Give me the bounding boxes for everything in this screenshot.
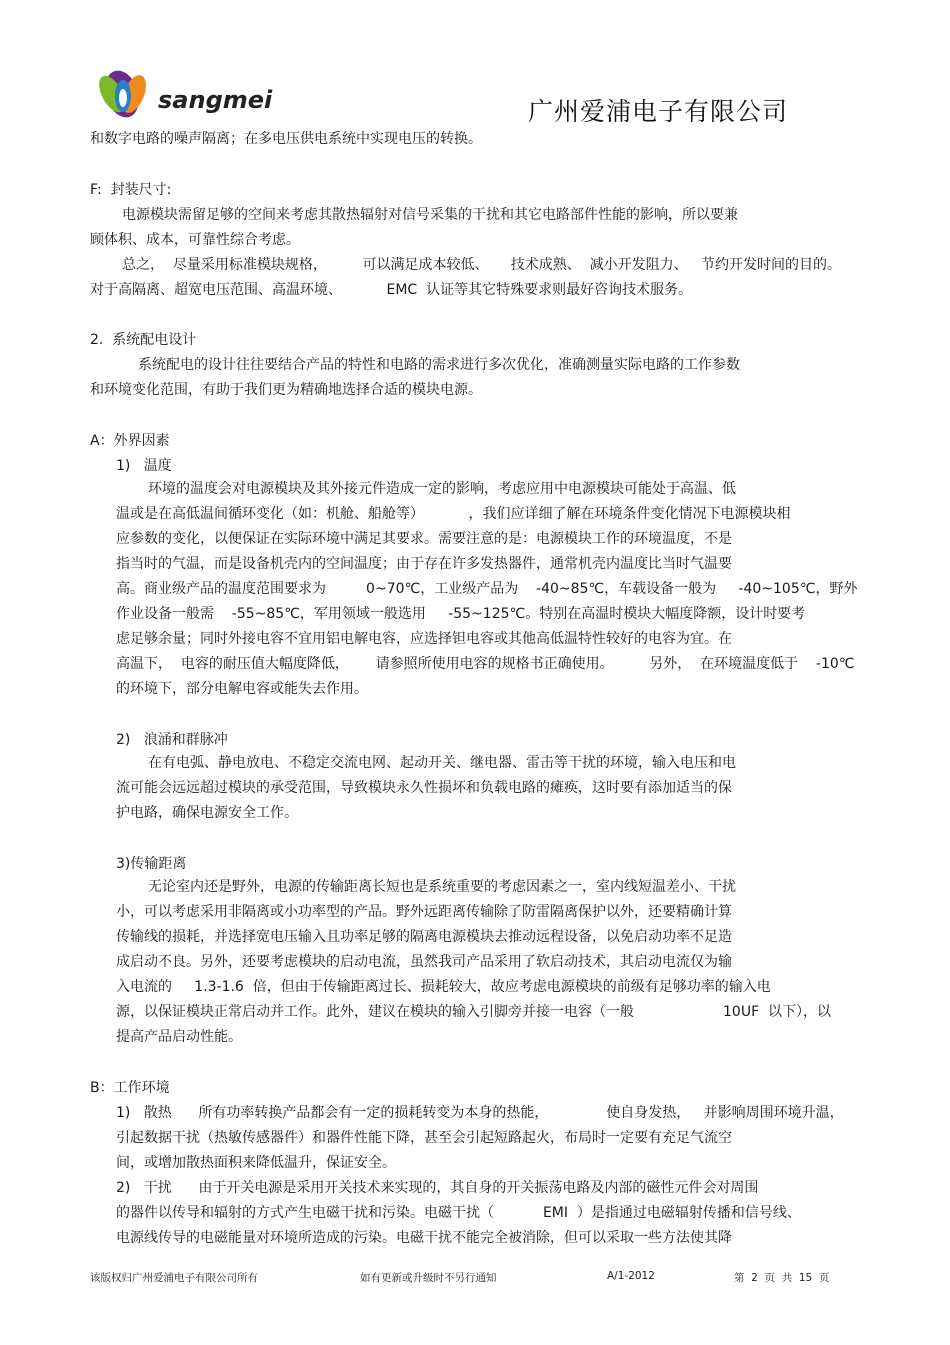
text-line: 的器件以传导和辐射的方式产生电磁干扰和污染。电磁干扰（ EMI ）是指通过电磁辐射传播和信号线、 <box>116 1205 801 1221</box>
text-line: 源，以保证模块正常启动并工作。此外，建议在模块的输入引脚旁并接一电容（一般 10UF 以下），以 <box>116 1004 832 1020</box>
text-line: 高温下， 电容的耐压值大幅度降低， 请参照所使用电容的规格书正确使用。 另外， 在环境温度低于 -10℃ <box>116 656 855 672</box>
subsection-heading: 2) 浪涌和群脉冲 <box>116 732 228 748</box>
text-line: 的环境下，部分电解电容或能失去作用。 <box>116 681 368 697</box>
footer-page-number: 第 2 页 共 15 页 <box>734 1272 830 1284</box>
text-line: 小，可以考虑采用非隔离或小功率型的产品。野外远距离传输除了防雷隔离保护以外，还要精确计算 <box>116 904 732 920</box>
text-line: 传输线的损耗，并选择宽电压输入且功率足够的隔离电源模块去推动远程设备，以免启动功率不足造 <box>116 929 732 945</box>
text-line: 提高产品启动性能。 <box>116 1029 242 1045</box>
text-line: 和数字电路的噪声隔离；在多电压供电系统中实现电压的转换。 <box>90 131 482 147</box>
text-line: 环境的温度会对电源模块及其外接元件造成一定的影响，考虑应用中电源模块可能处于高温、低 <box>148 481 736 497</box>
text-line: 电源模块需留足够的空间来考虑其散热辐射对信号采集的干扰和其它电路部件性能的影响，所以要兼 <box>122 207 738 223</box>
text-line: 虑足够余量；同时外接电容不宜用铝电解电容，应选择钽电容或其他高低温特性较好的电容为宜。在 <box>116 631 732 647</box>
text-line: 高。商业级产品的温度范围要求为 0~70℃，工业级产品为 -40~85℃，车载设备一般为 -40~105℃，野外 <box>116 581 858 597</box>
text-line: 入电流的 1.3-1.6 倍，但由于传输距离过长、损耗较大，故应考虑电源模块的前级有足够功率的输入电 <box>116 979 771 995</box>
text-line: 成启动不良。另外，还要考虑模块的启动电流，虽然我司产品采用了软启动技术，其启动电流仅为输 <box>116 954 732 970</box>
text-line: 无论室内还是野外，电源的传输距离长短也是系统重要的考虑因素之一，室内线短温差小、干扰 <box>148 879 736 895</box>
footer-notice: 如有更新或升级时不另行通知 <box>360 1272 497 1284</box>
logo-text: sangmei <box>158 86 273 114</box>
text-line: 总之， 尽量采用标准模块规格， 可以满足成本较低、 技术成熟、 减小开发阻力、 节约开发时间的目的。 <box>122 257 842 273</box>
text-line: 间，或增加散热面积来降低温升，保证安全。 <box>116 1155 396 1171</box>
text-line: 电源线传导的电磁能量对环境所造成的污染。电磁干扰不能完全被消除，但可以采取一些方法使其降 <box>116 1230 732 1246</box>
text-line: 1) 散热 所有功率转换产品都会有一定的损耗转变为本身的热能， 使自身发热， 并影响周围环境升温， <box>116 1105 844 1121</box>
subsection-heading: 3)传输距离 <box>116 856 187 872</box>
text-line: 2) 干扰 由于开关电源是采用开关技术来实现的，其自身的开关振荡电路及内部的磁性元件会对周围 <box>116 1180 759 1196</box>
text-line: 流可能会远远超过模块的承受范围，导致模块永久性损坏和负载电路的瘫痪，这时要有添加适当的保 <box>116 780 732 796</box>
section-heading: B：工作环境 <box>90 1080 170 1096</box>
footer-copyright: 该版权归广州爱浦电子有限公司所有 <box>90 1272 258 1284</box>
text-line: 温或是在高低温间循环变化（如：机舱、船舱等） ，我们应详细了解在环境条件变化情况下电源模块相 <box>116 506 791 522</box>
text-line: 和环境变化范围，有助于我们更为精确地选择合适的模块电源。 <box>90 382 482 398</box>
company-name: 广州爱浦电子有限公司 <box>528 97 789 126</box>
company-logo <box>88 64 288 124</box>
logo-mark <box>88 64 288 124</box>
text-line: 对于高隔离、超宽电压范围、高温环境、 EMC 认证等其它特殊要求则最好咨询技术服务。 <box>90 282 693 298</box>
section-heading: 2. 系统配电设计 <box>90 332 197 348</box>
text-line: 引起数据干扰（热敏传感器件）和器件性能下降，甚至会引起短路起火，布局时一定要有充足气流空 <box>116 1130 732 1146</box>
text-line: 系统配电的设计往往要结合产品的特性和电路的需求进行多次优化，准确测量实际电路的工作参数 <box>138 357 740 373</box>
text-line: 应参数的变化，以便保证在实际环境中满足其要求。需要注意的是：电源模块工作的环境温度，不是 <box>116 531 732 547</box>
text-line: 顾体积、成本，可靠性综合考虑。 <box>90 232 300 248</box>
section-heading: A：外界因素 <box>90 433 170 449</box>
text-line: 指当时的气温，而是设备机壳内的空间温度；由于存在许多发热器件，通常机壳内温度比当时气温要 <box>116 556 732 572</box>
text-line: 护电路，确保电源安全工作。 <box>116 805 298 821</box>
subsection-heading: 1) 温度 <box>116 458 172 474</box>
text-line: 作业设备一般需 -55~85℃，军用领域一般选用 -55~125℃。特别在高温时模块大幅度降额，设计时要考 <box>116 606 806 622</box>
section-heading: F: 封装尺寸: <box>90 182 172 198</box>
footer-version: A/1-2012 <box>607 1270 655 1282</box>
text-line: 在有电弧、静电放电、不稳定交流电网、起动开关、继电器、雷击等干扰的环境，输入电压和电 <box>148 755 736 771</box>
